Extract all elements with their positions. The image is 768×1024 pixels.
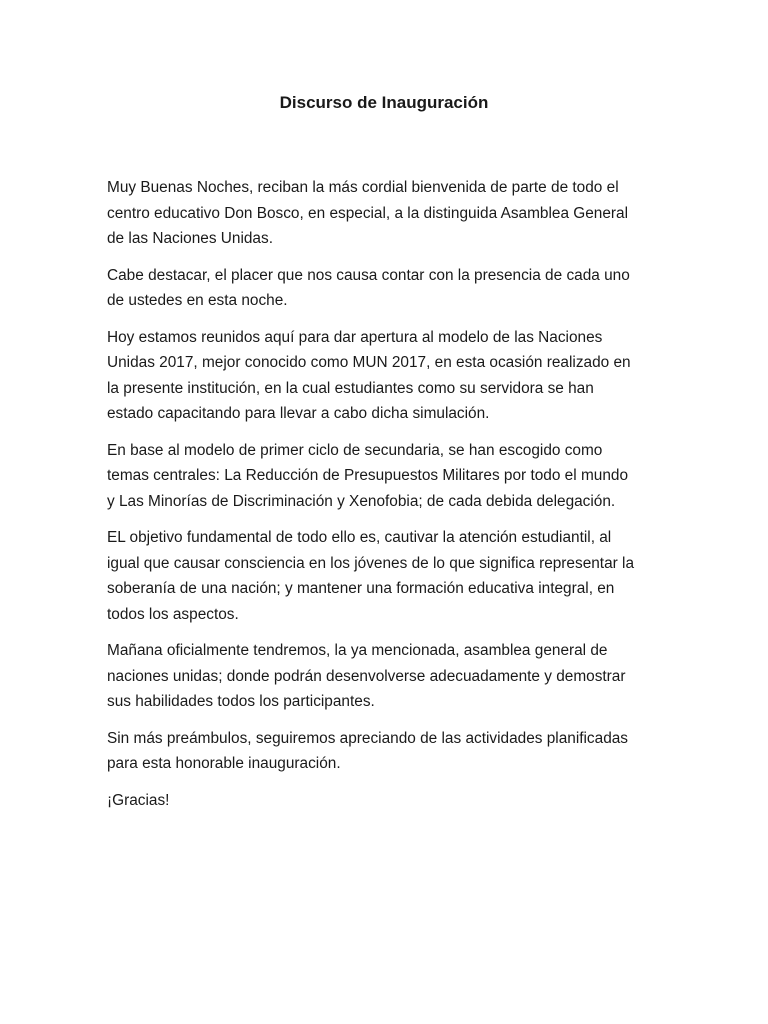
text-line: estado capacitando para llevar a cabo dicha simulación.: [107, 405, 490, 422]
paragraph-closing: [107, 726, 667, 777]
paragraph-tomorrow: [107, 638, 667, 715]
text-line: para esta honorable inauguración.: [107, 755, 341, 772]
text-line: Muy Buenas Noches, reciban la más cordial bienvenida de parte de todo el: [107, 179, 619, 196]
paragraph-themes: [107, 438, 667, 515]
text-line: EL objetivo fundamental de todo ello es, cautivar la atención estudiantil, al: [107, 529, 612, 546]
paragraph-presence: [107, 263, 667, 314]
text-line: En base al modelo de primer ciclo de secundaria, se han escogido como: [107, 441, 603, 459]
text-line: y Las Minorías de Discriminación y Xenofobia; de cada debida delegación.: [107, 492, 616, 510]
text-line: Hoy estamos reunidos aquí para dar apertura al modelo de las Naciones: [107, 328, 603, 346]
text-line: soberanía de una nación; y mantener una formación educativa integral, en: [107, 580, 615, 597]
text-line: Mañana oficialmente tendremos, la ya mencionada, asamblea general de: [107, 642, 608, 659]
paragraph-objective: [107, 525, 667, 627]
text-line: ¡Gracias!: [107, 791, 170, 809]
text-line: Unidas 2017, mejor conocido como MUN 2017, en esta ocasión realizado en: [107, 354, 631, 371]
paragraph-thanks: [107, 788, 667, 814]
text-line: la presente institución, en la cual estudiantes como su servidora se han: [107, 379, 594, 397]
text-line: sus habilidades todos los participantes.: [107, 693, 375, 710]
paragraph-opening: [107, 325, 667, 427]
text-line: de las Naciones Unidas.: [107, 230, 273, 247]
paragraph-greeting: [107, 175, 667, 252]
text-line: todos los aspectos.: [107, 605, 239, 623]
text-line: de ustedes en esta noche.: [107, 292, 288, 309]
text-line: naciones unidas; donde podrán desenvolverse adecuadamente y demostrar: [107, 667, 626, 685]
text-line: Sin más preámbulos, seguiremos apreciando de las actividades planificadas: [107, 729, 629, 747]
text-line: igual que causar consciencia en los jóvenes de lo que significa representar la: [107, 554, 635, 572]
page-title: Discurso de Inauguración: [279, 93, 489, 112]
text-line: centro educativo Don Bosco, en especial, a la distinguida Asamblea General: [107, 204, 629, 222]
document-body: [107, 175, 667, 824]
text-line: Cabe destacar, el placer que nos causa contar con la presencia de cada uno: [107, 266, 630, 284]
text-line: temas centrales: La Reducción de Presupuestos Militares por todo el mundo: [107, 467, 628, 484]
